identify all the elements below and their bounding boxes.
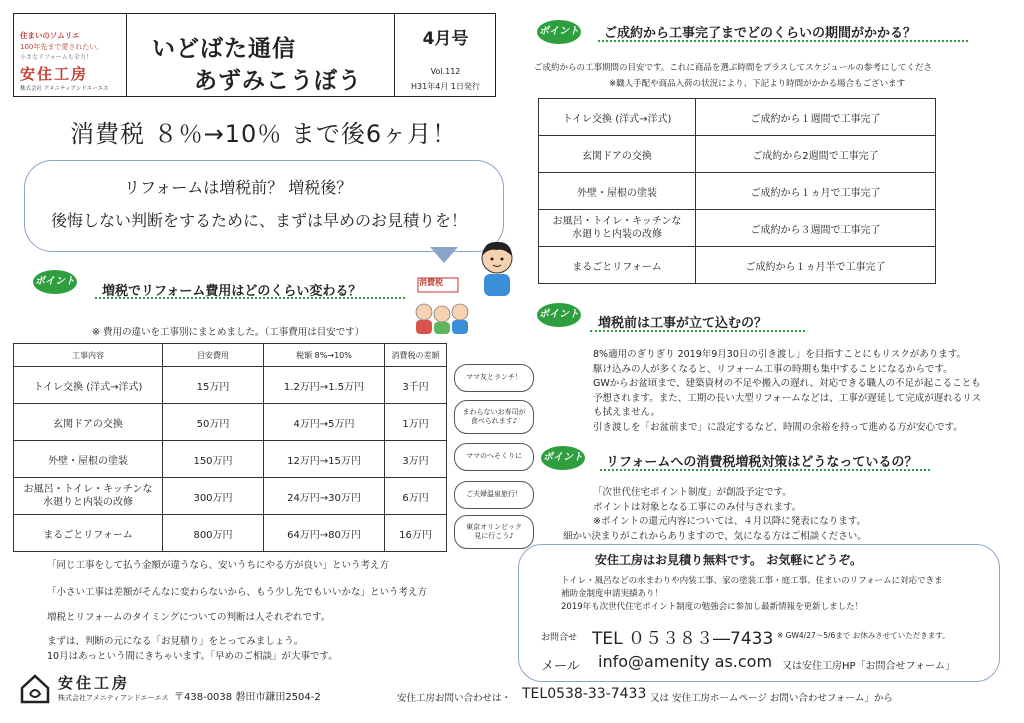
cost-table <box>13 343 447 552</box>
period-table <box>538 98 936 284</box>
cell-work: お風呂・トイレ・キッチンな 水廻りと内装の改修 <box>14 478 163 515</box>
speech-bubble <box>24 160 504 252</box>
issue-month: 4月号 <box>422 29 469 49</box>
footer-company: 安住工房 <box>58 674 131 692</box>
cell-cost: 15万円 <box>163 367 264 404</box>
cell-period: ご成約から１ヵ月半で工事完了 <box>696 247 936 284</box>
cell-period: ご成約から３週間で工事完了 <box>696 210 936 247</box>
point-badge: ポイント <box>541 446 585 470</box>
paragraph: 「同じ工事をして払う金額が違うなら、安いうちにやる方が良い」という考え方 <box>47 560 390 571</box>
table-row <box>539 173 936 210</box>
table-row <box>14 441 447 478</box>
mail-label: メール <box>541 659 580 674</box>
side-note-bubble: 東京オリンピック 見に行こう♪ <box>454 515 534 549</box>
point-badge: ポイント <box>537 303 581 327</box>
logo-company: 株式会社 アメニティアンドエーエス <box>20 86 109 92</box>
section-period-title: ご成約から工事完了までどのくらいの期間がかかる？ <box>604 26 917 41</box>
text-line: 予想されます。また、工期の長い大型リフォームなどは、工事が遅延して完成が遅れるリス <box>593 392 982 404</box>
cell-period: ご成約から１週間で工事完了 <box>696 99 936 136</box>
footer-address: 〒438-0038 磐田市鎌田2504-2 <box>174 692 321 703</box>
text-line: 駆け込みの人が多くなると、リフォーム工事の時期も集中することになるからです。 <box>593 363 953 375</box>
title-cell <box>126 14 395 96</box>
tel-label: お問合せ <box>541 633 578 643</box>
boy-character-icon <box>474 238 520 298</box>
section-cost-title: 増税でリフォーム費用はどのくらい変わる？ <box>102 284 362 299</box>
holiday-note: ※ GW4/27～5/6まで お休みさせていただきます。 <box>777 631 950 640</box>
cell-diff: 3千円 <box>385 367 447 404</box>
measures-text <box>593 486 866 530</box>
logo-tagline: 住まいのソムリエ <box>20 31 80 40</box>
table-row <box>539 136 936 173</box>
cell-work: トイレ交換 (洋式→洋式) <box>539 99 696 136</box>
logo-cell <box>14 14 127 96</box>
cell-work: まるごとリフォーム <box>539 247 696 284</box>
issue-date: H31年4月 1日発行 <box>411 82 480 91</box>
point-badge: ポイント <box>537 20 581 44</box>
paragraph: 10月はあっという間にきちゃいます。「早めのご相談」が大事です。 <box>47 651 338 662</box>
text-line: GWからお盆頃まで、建築資材の不足や搬入の遅れ、対応できる職人の不足が起こることも <box>593 378 981 389</box>
text-line: ※ポイントの還元内容については、４月以降に発表になります。 <box>593 516 867 527</box>
rush-text <box>593 348 1000 435</box>
side-note-bubble: ご夫婦温泉旅行！ <box>454 481 534 509</box>
table-row <box>14 367 447 404</box>
paragraph: 「小さい工事は差額がそんなに変わらないから、もう少し先でもいいかな」という考え方 <box>47 587 428 598</box>
cell-work: お風呂・トイレ・キッチンな 水廻りと内装の改修 <box>539 210 696 247</box>
cost-note: ※ 費用の違いを工事別にまとめました。（工事費用は目安です） <box>92 327 365 338</box>
cell-diff: 3万円 <box>385 441 447 478</box>
contact-title: 安住工房はお見積り無料です。 お気軽にどうぞ。 <box>595 553 862 567</box>
speech-bubble-tail <box>430 247 458 263</box>
cell-work: まるごとリフォーム <box>14 515 163 552</box>
table-header-row <box>14 344 447 367</box>
measures-consult: 細かい決まりがこれからありますので、気になる方はご相談ください。 <box>563 531 867 542</box>
issue-cell <box>394 14 497 96</box>
cell-work: 外壁・屋根の塗装 <box>539 173 696 210</box>
header-cell: 工事内容 <box>14 344 163 367</box>
bubble-advice: 後悔しない判断をするために、まずは早めのお見積りを！ <box>51 211 468 230</box>
cell-tax: 24万円→30万円 <box>264 478 385 515</box>
text-line: も拭えません。 <box>593 407 661 418</box>
hp-link[interactable]: 又は安住工房HP「お問合せフォーム」 <box>782 661 956 672</box>
side-note-bubble: まわらないお寿司が 食べられます♪ <box>454 400 534 434</box>
text-line: トイレ・風呂などの水まわりや内装工事、家の塗装工事・庭工事、住まいのリフォームに対応できま <box>561 576 943 586</box>
paragraph: 増税とリフォームのタイミングについての判断は人それぞれです。 <box>47 612 331 623</box>
footer-company-sub: 株式会社アメニティアンドエーエス <box>58 694 169 702</box>
side-note-bubble: ママのへそくりに <box>454 443 534 471</box>
contact-info <box>561 575 998 614</box>
table-row <box>539 99 936 136</box>
section-divider <box>598 40 968 42</box>
house-logo-icon <box>18 672 52 706</box>
section-divider <box>600 469 930 471</box>
table-row <box>14 515 447 552</box>
main-headline: 消費税 ８％→10％ まで後6ヶ月！ <box>70 120 458 148</box>
logo-sub: 100年先まで愛されたい。 <box>20 43 104 51</box>
tel-number[interactable]: TEL ０５３８３―7433 <box>592 629 774 649</box>
section-rush-title: 増税前は工事が立て込むの？ <box>598 316 768 331</box>
table-row <box>539 210 936 247</box>
point-badge: ポイント <box>33 270 77 294</box>
logo-sub2: 小さなリフォームも全力！ <box>20 54 92 61</box>
table-row <box>14 404 447 441</box>
mail-address[interactable]: info@amenity as.com <box>598 652 773 671</box>
footer-tel[interactable]: TEL0538-33-7433 <box>522 686 647 702</box>
cell-work: トイレ交換 (洋式→洋式) <box>14 367 163 404</box>
bubble-question: リフォームは増税前？ 増税後？ <box>124 178 353 197</box>
cell-diff: 1万円 <box>385 404 447 441</box>
header-cell: 消費税の差額 <box>385 344 447 367</box>
text-line: 2019年も次世代住宅ポイント制度の勉強会に参加し最新情報を更新しました！ <box>561 602 864 612</box>
cell-work: 外壁・屋根の塗装 <box>14 441 163 478</box>
text-line: 引き渡しを「お盆前まで」に設定するなど、時間の余裕を持って進める方が安心です。 <box>593 421 963 433</box>
section-measures-title: リフォームへの消費税増税対策はどうなっているの？ <box>606 455 918 470</box>
newsletter-title: いどばた通信 <box>152 36 296 62</box>
header-cell: 目安費用 <box>163 344 264 367</box>
cell-tax: 4万円→5万円 <box>264 404 385 441</box>
cell-cost: 300万円 <box>163 478 264 515</box>
cell-cost: 50万円 <box>163 404 264 441</box>
text-line: 補助金制度申請実績あり！ <box>561 589 664 599</box>
cell-period: ご成約から１ヵ月で工事完了 <box>696 173 936 210</box>
cell-cost: 150万円 <box>163 441 264 478</box>
cell-work: 玄関ドアの交換 <box>14 404 163 441</box>
text-line: 8%適用のぎりぎり 2019年9月30日の引き渡し」を目指すことにもリスクがあります。 <box>593 349 966 360</box>
text-line: ポイントは対象となる工事にのみ付与されます。 <box>593 501 802 513</box>
section-divider <box>95 297 405 299</box>
cell-work: 玄関ドアの交換 <box>539 136 696 173</box>
paragraph: まずは、判断の元になる「お見積り」をとってみましょう。 <box>47 636 304 647</box>
tax-sign-label: 消費税 <box>419 278 443 287</box>
cell-tax: 1.2万円→1.5万円 <box>264 367 385 404</box>
side-note-bubble: ママ友とランチ！ <box>454 364 534 392</box>
logo-name: 安住工房 <box>20 65 89 83</box>
footer-contact-suffix: 又は 安住工房ホームページ お問い合わせフォーム」から <box>650 693 893 704</box>
newsletter-subtitle: あずみこうぼう <box>194 68 362 94</box>
text-line: 「次世代住宅ポイント制度」が創設予定です。 <box>593 487 792 498</box>
table-row <box>14 478 447 515</box>
cell-diff: 6万円 <box>385 478 447 515</box>
cell-diff: 16万円 <box>385 515 447 552</box>
cell-tax: 64万円→80万円 <box>264 515 385 552</box>
footer-contact-prefix: 安住工房お問い合わせは・ <box>397 693 512 704</box>
cell-cost: 800万円 <box>163 515 264 552</box>
cell-tax: 12万円→15万円 <box>264 441 385 478</box>
section-divider <box>590 330 805 332</box>
table-row <box>539 247 936 284</box>
header-cell: 税額 8%→10% <box>264 344 385 367</box>
newsletter-header <box>13 13 496 97</box>
issue-volume: Vol.112 <box>430 67 461 76</box>
period-note: ※職人手配や商品入荷の状況により、下記より時間がかかる場合もございます <box>609 79 906 89</box>
cell-period: ご成約から2週間で工事完了 <box>696 136 936 173</box>
period-intro: ご成約からの工事期間の目安です。これに商品を選ぶ時間をプラスしてスケジュールの参考にしてくださ <box>534 63 933 73</box>
